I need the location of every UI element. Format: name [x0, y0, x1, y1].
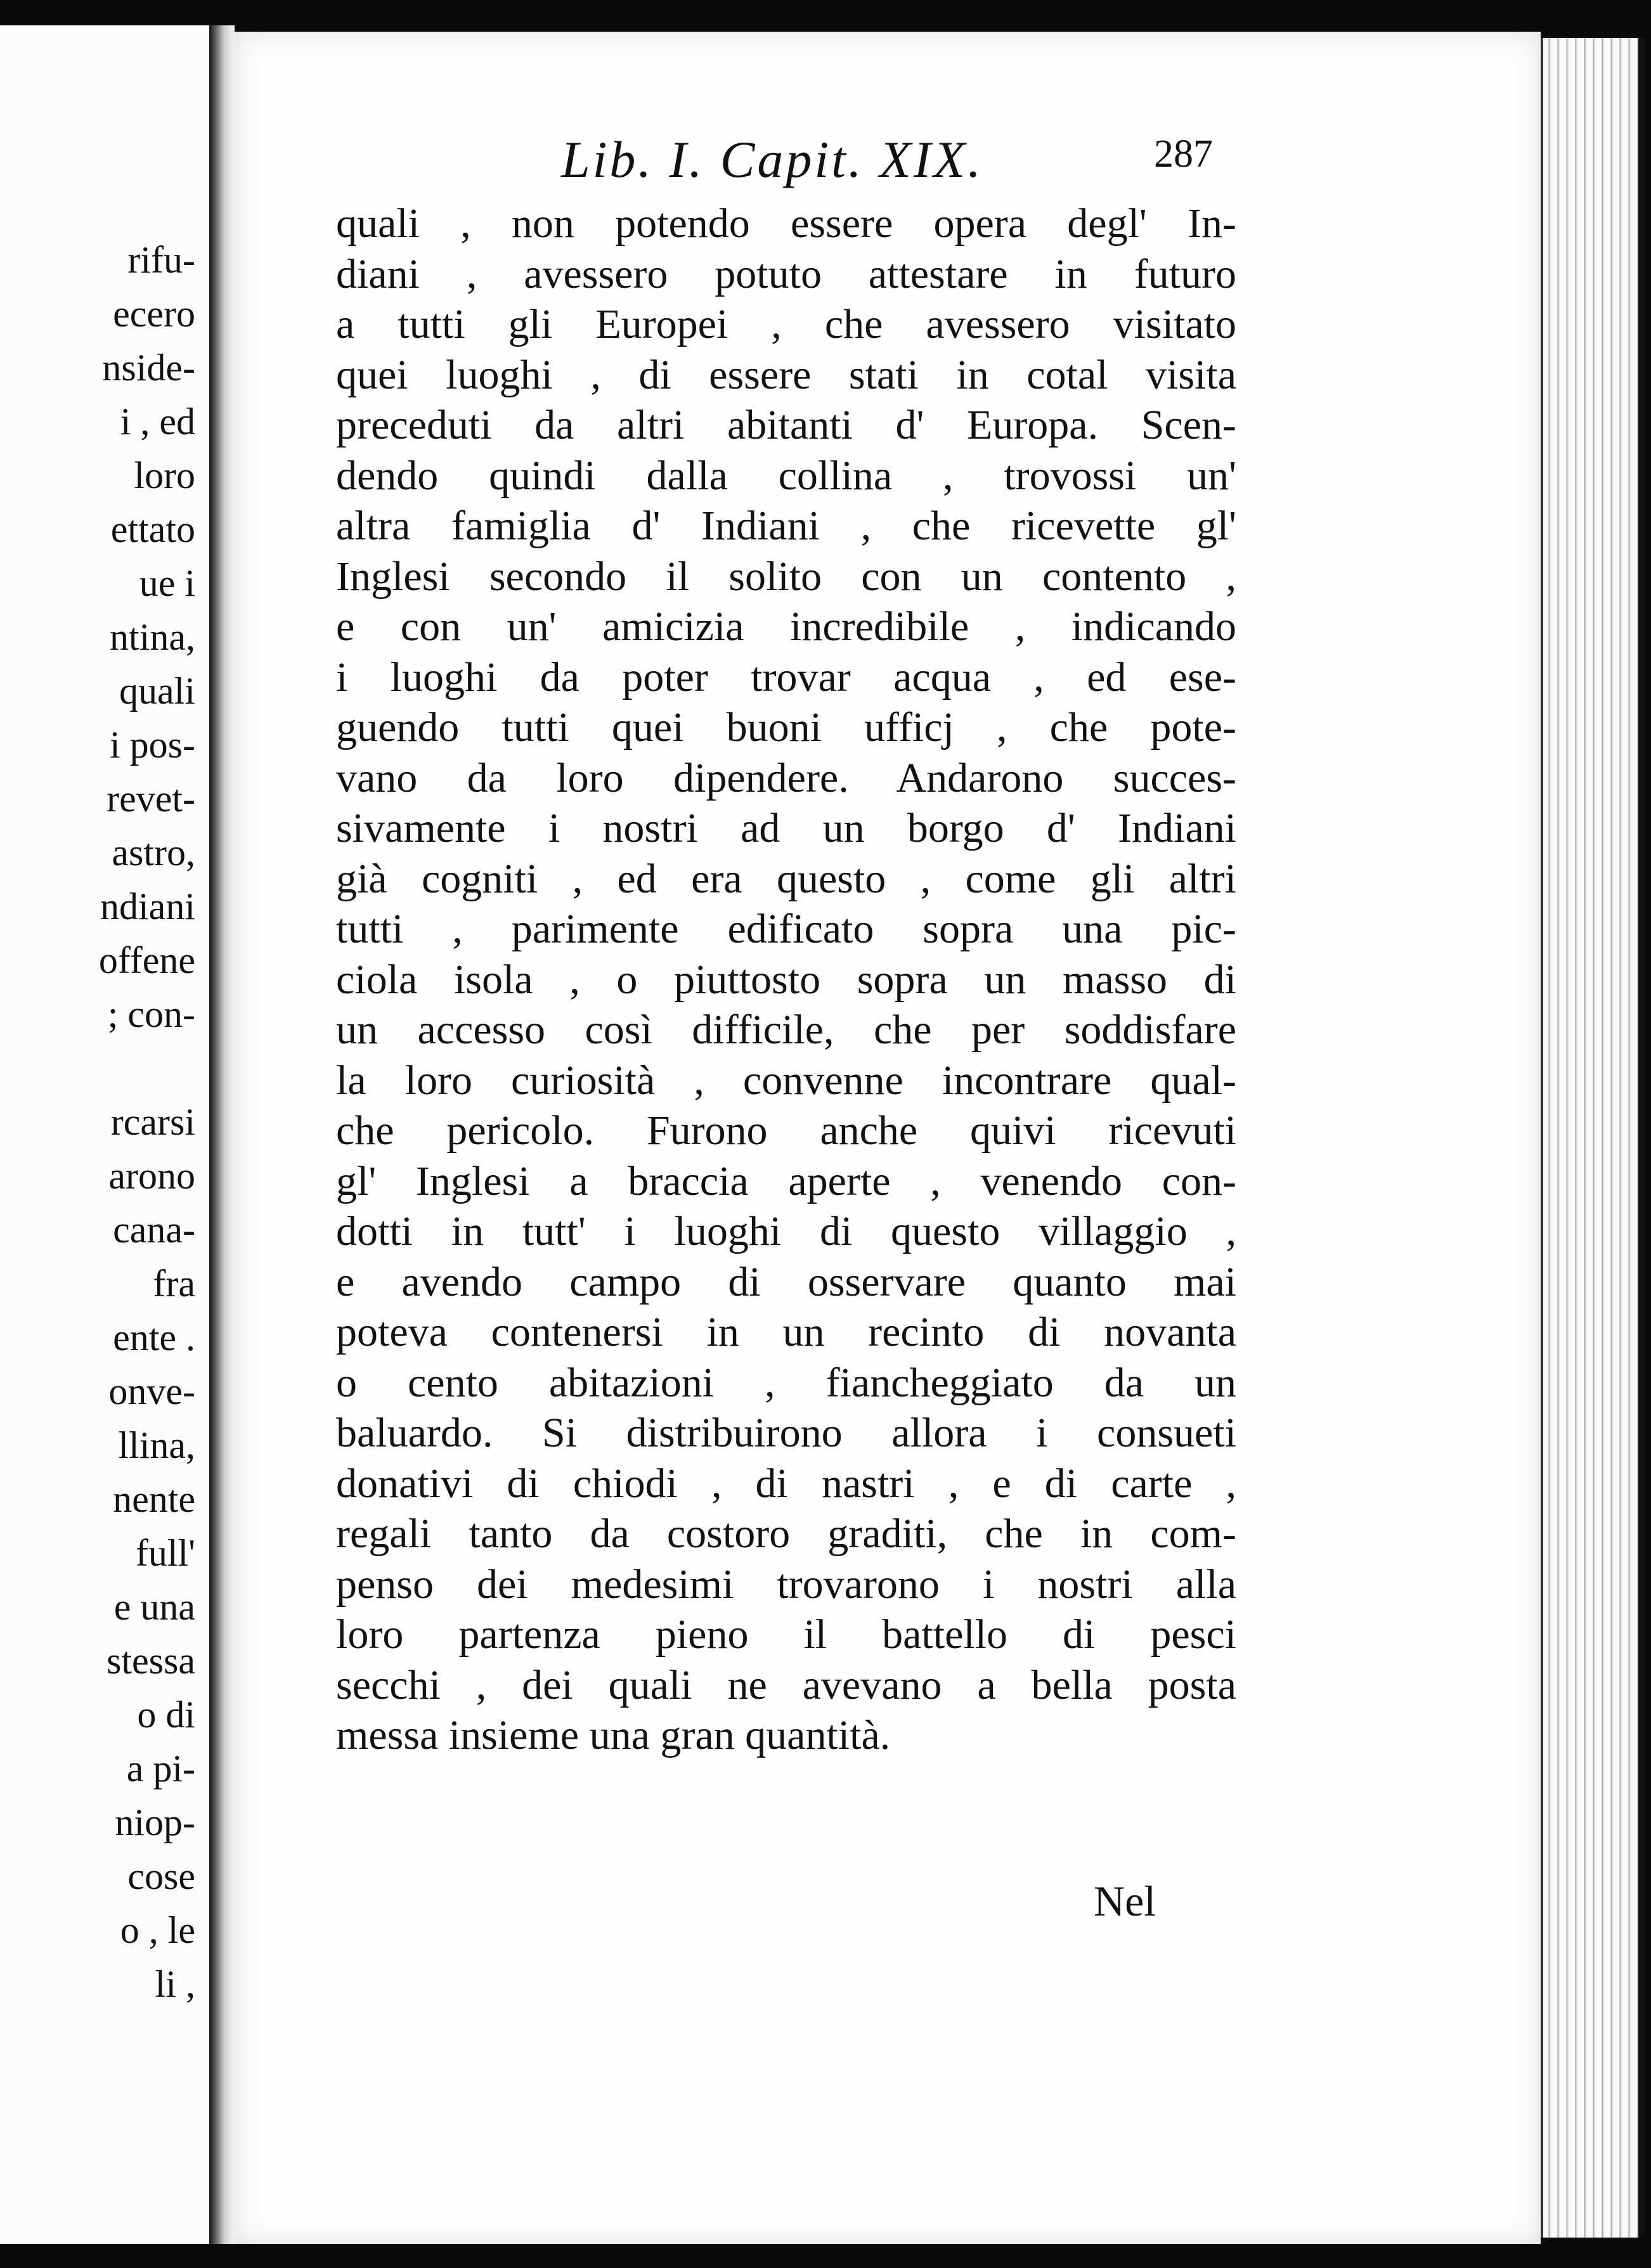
text-line: un accesso così difficile, che per soddisfare: [336, 1007, 1236, 1053]
facing-page-line: ettato: [110, 508, 195, 550]
text-line: Inglesi secondo il solito con un contento ,: [336, 553, 1236, 600]
text-line: secchi , dei quali ne avevano a bella posta: [336, 1661, 1236, 1708]
facing-page-left: [0, 25, 213, 2244]
page-number: 287: [1154, 132, 1213, 176]
facing-page-line: full': [135, 1532, 195, 1574]
text-line: donativi di chiodi , di nastri , e di carte ,: [336, 1460, 1236, 1507]
text-line: regali tanto da costoro graditi, che in com-: [336, 1511, 1236, 1557]
facing-page-line: astro,: [112, 832, 195, 873]
text-line: diani , avessero potuto attestare in futuro: [336, 250, 1236, 297]
text-line: già cogniti , ed era questo , come gli altri: [336, 855, 1236, 902]
text-line: baluardo. Si distribuirono allora i consueti: [336, 1410, 1236, 1456]
text-line: altra famiglia d' Indiani , che ricevette gl': [336, 503, 1236, 549]
facing-page-line: ue i: [139, 562, 195, 604]
facing-page-line: fra: [153, 1263, 195, 1305]
text-line: vano da loro dipendere. Andarono succes-: [336, 754, 1236, 801]
facing-page-line: niop-: [115, 1801, 195, 1843]
text-line: a tutti gli Europei , che avessero visitato: [336, 301, 1236, 347]
facing-page-line: ecero: [113, 293, 195, 335]
facing-page-line: cose: [127, 1855, 195, 1897]
facing-page-line: i , ed: [120, 401, 195, 442]
facing-page-line: e una: [113, 1586, 195, 1628]
facing-page-line: ente .: [113, 1317, 195, 1358]
facing-page-line: revet-: [107, 778, 195, 820]
running-head: Lib. I. Capit. XIX.: [561, 131, 983, 188]
text-line: i luoghi da poter trovar acqua , ed ese-: [336, 654, 1236, 700]
text-line: quali , non potendo essere opera degl' In-: [336, 200, 1236, 247]
facing-page-line: nente: [113, 1478, 195, 1520]
facing-page-line: ntina,: [110, 616, 195, 658]
catchword: Nel: [1094, 1877, 1156, 1925]
facing-page-line: li ,: [155, 1963, 195, 2005]
text-line: dendo quindi dalla collina , trovossi un': [336, 452, 1236, 499]
book-gutter: [209, 25, 235, 2244]
book-page: [235, 32, 1541, 2244]
text-line: messa insieme una gran quantità.: [336, 1712, 891, 1758]
text-line: la loro curiosità , convenne incontrare qual-: [336, 1057, 1236, 1104]
facing-page-line: i pos-: [110, 724, 195, 766]
facing-page-line: cana-: [113, 1209, 195, 1251]
text-line: ciola isola , o piuttosto sopra un masso di: [336, 956, 1236, 1003]
text-line: sivamente i nostri ad un borgo d' Indiani: [336, 805, 1236, 851]
text-line: e avendo campo di osservare quanto mai: [336, 1258, 1236, 1305]
facing-page-line: llina,: [118, 1424, 195, 1466]
facing-page-line: rifu-: [127, 239, 195, 281]
text-line: guendo tutti quei buoni ufficj , che pote-: [336, 704, 1236, 751]
facing-page-line: quali: [119, 670, 195, 712]
page-edge-stack: [1541, 38, 1645, 2238]
text-line: gl' Inglesi a braccia aperte , venendo con-: [336, 1157, 1236, 1204]
text-line: o cento abitazioni , fiancheggiato da un: [336, 1359, 1236, 1406]
facing-page-line: stessa: [107, 1640, 195, 1682]
text-line: tutti , parimente edificato sopra una pic-: [336, 906, 1236, 952]
facing-page-line: onve-: [108, 1370, 195, 1412]
facing-page-line: o , le: [120, 1909, 195, 1951]
text-line: preceduti da altri abitanti d' Europa. Scen-: [336, 402, 1236, 448]
text-line: e con un' amicizia incredibile , indicando: [336, 603, 1236, 650]
text-line: loro partenza pieno il battello di pesci: [336, 1611, 1236, 1658]
facing-page-line: offene: [98, 939, 195, 981]
facing-page-line: a pi-: [126, 1748, 195, 1789]
facing-page-line: nside-: [102, 347, 195, 389]
facing-page-line: ; con-: [107, 993, 195, 1035]
text-line: poteva contenersi in un recinto di novanta: [336, 1309, 1236, 1355]
text-line: quei luoghi , di essere stati in cotal visita: [336, 351, 1236, 398]
text-line: dotti in tutt' i luoghi di questo villaggio ,: [336, 1208, 1236, 1254]
facing-page-line: o di: [137, 1694, 195, 1736]
text-line: penso dei medesimi trovarono i nostri alla: [336, 1561, 1236, 1608]
facing-page-line: ndiani: [100, 886, 195, 927]
facing-page-line: arono: [108, 1155, 195, 1197]
text-line: che pericolo. Furono anche quivi ricevuti: [336, 1107, 1236, 1154]
facing-page-line: loro: [134, 454, 195, 496]
facing-page-line: rcarsi: [110, 1101, 195, 1143]
